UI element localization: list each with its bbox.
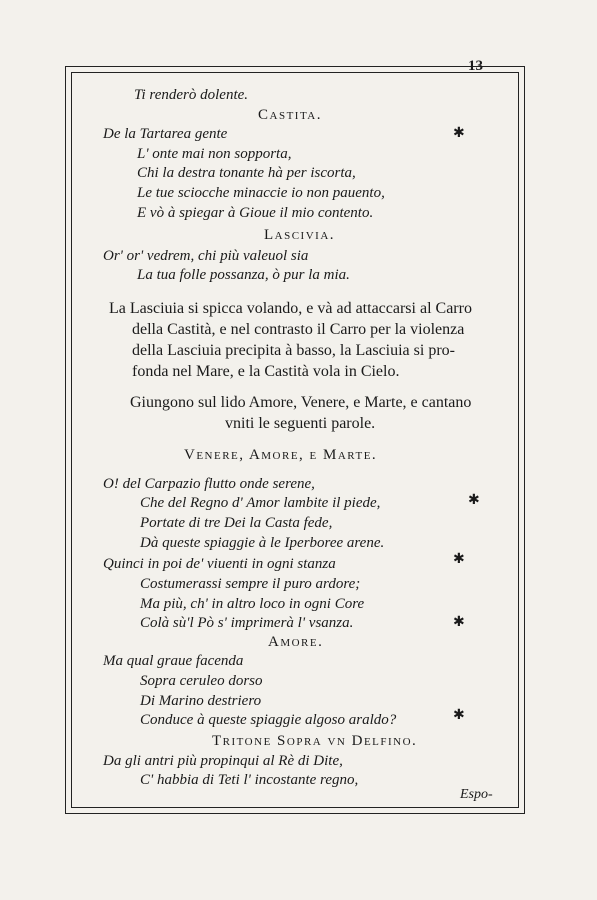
verse-line: C' habbia di Teti l' incostante regno, [140, 772, 359, 788]
asterisk-mark: ✱ [453, 615, 465, 630]
speaker-heading: Tritone Sopra vn Delfino. [212, 733, 418, 749]
stage-direction-line: Giungono sul lido Amore, Venere, e Marte, e cantano [130, 394, 472, 411]
asterisk-mark: ✱ [453, 708, 465, 723]
verse-line: Da gli antri più propinqui al Rè di Dite, [103, 753, 343, 769]
verse-line: E vò à spiegar à Gioue il mio contento. [137, 205, 374, 221]
verse-line: Che del Regno d' Amor lambite il piede, [140, 495, 381, 511]
speaker-heading: Lascivia. [264, 227, 336, 243]
verse-line: Dà queste spiaggie à le Iperboree arene. [140, 535, 385, 551]
asterisk-mark: ✱ [453, 126, 465, 141]
verse-line: Costumerassi sempre il puro ardore; [140, 576, 361, 592]
verse-line: O! del Carpazio flutto onde serene, [103, 476, 315, 492]
verse-line: Conduce à queste spiaggie algoso araldo? [140, 712, 397, 728]
stage-direction-line: La Lasciuia si spicca volando, e và ad attaccarsi al Carro [109, 300, 472, 317]
verse-line: Ma qual graue facenda [103, 653, 244, 669]
page-border-inner [71, 72, 519, 808]
verse-line: Di Marino destriero [140, 693, 262, 709]
verse-line: Le tue sciocche minaccie io non pauento, [137, 185, 385, 201]
verse-line: Quinci in poi de' viuenti in ogni stanza [103, 556, 336, 572]
verse-line: Ma più, ch' in altro loco in ogni Core [140, 596, 365, 612]
verse-line: L' onte mai non sopporta, [137, 146, 292, 162]
stage-direction-line: della Lasciuia precipita à basso, la Lasciuia si pro- [132, 342, 455, 359]
verse-line: Ti renderò dolente. [134, 87, 249, 103]
speaker-heading: Castita. [258, 107, 322, 123]
verse-line: Portate di tre Dei la Casta fede, [140, 515, 333, 531]
verse-line: La tua folle possanza, ò pur la mia. [137, 267, 350, 283]
stage-direction-line: vniti le seguenti parole. [225, 415, 376, 432]
verse-line: De la Tartarea gente [103, 126, 228, 142]
stage-direction-line: fonda nel Mare, e la Castità vola in Cielo. [132, 363, 400, 380]
stage-direction-line: della Castità, e nel contrasto il Carro per la violenza [132, 321, 465, 338]
catchword: Espo- [460, 787, 493, 802]
asterisk-mark: ✱ [453, 552, 465, 567]
speaker-heading: Amore. [268, 634, 324, 650]
verse-line: Sopra ceruleo dorso [140, 673, 263, 689]
verse-line: Colà sù'l Pò s' imprimerà l' vsanza. [140, 615, 354, 631]
asterisk-mark: ✱ [468, 493, 480, 508]
verse-line: Chi la destra tonante hà per iscorta, [137, 165, 356, 181]
page-number: 13 [468, 58, 483, 74]
verse-line: Or' or' vedrem, chi più valeuol sia [103, 248, 309, 264]
speaker-heading: Venere, Amore, e Marte. [184, 447, 378, 463]
